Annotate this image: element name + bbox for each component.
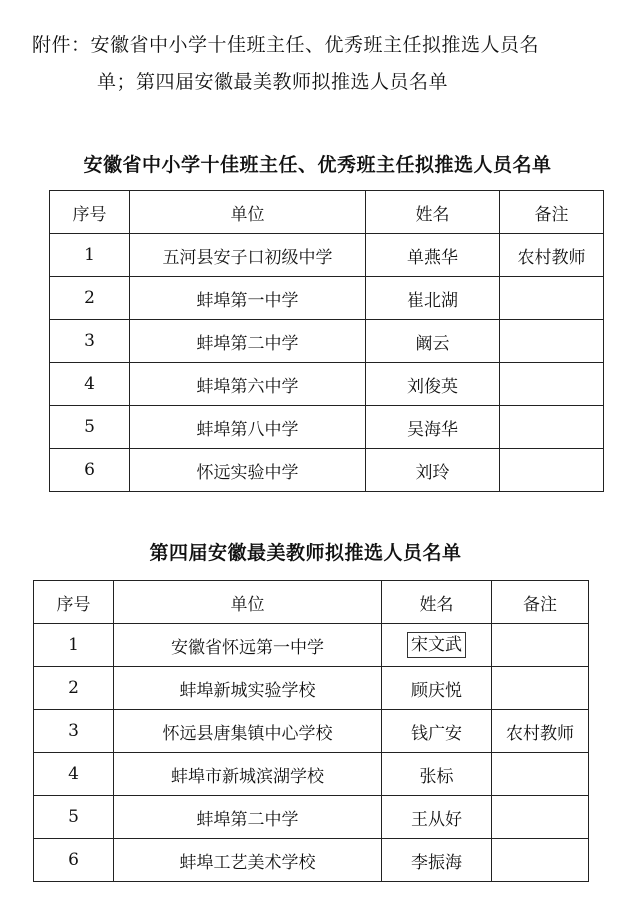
cell-note xyxy=(492,667,589,710)
cell-unit: 蚌埠第二中学 xyxy=(114,796,382,839)
table-row xyxy=(50,277,604,320)
class-teacher-table xyxy=(49,190,604,492)
header-unit: 单位 xyxy=(114,581,382,624)
header-note: 备注 xyxy=(492,581,589,624)
table-row xyxy=(50,320,604,363)
table-row xyxy=(34,624,589,667)
cell-unit: 蚌埠第六中学 xyxy=(130,363,366,406)
cell-unit: 怀远县唐集镇中心学校 xyxy=(114,710,382,753)
cell-unit: 蚌埠第二中学 xyxy=(130,320,366,363)
cell-unit: 蚌埠第八中学 xyxy=(130,406,366,449)
cell-unit: 蚌埠新城实验学校 xyxy=(114,667,382,710)
table-row xyxy=(34,839,589,882)
cell-no: 6 xyxy=(34,839,114,882)
cell-note xyxy=(500,449,604,492)
cell-unit: 安徽省怀远第一中学 xyxy=(114,624,382,667)
best-teacher-table xyxy=(33,580,589,882)
header-no: 序号 xyxy=(34,581,114,624)
table1-title: 安徽省中小学十佳班主任、优秀班主任拟推选人员名单 xyxy=(83,154,552,176)
cell-no: 3 xyxy=(50,320,130,363)
cell-note xyxy=(500,320,604,363)
cell-name: 张标 xyxy=(382,753,492,796)
cell-no: 6 xyxy=(50,449,130,492)
table-row xyxy=(34,796,589,839)
cell-no: 2 xyxy=(50,277,130,320)
cell-name: 阚云 xyxy=(366,320,500,363)
cell-unit: 五河县安子口初级中学 xyxy=(130,234,366,277)
attachment-note xyxy=(32,27,602,101)
cell-name: 吴海华 xyxy=(366,406,500,449)
table-row xyxy=(50,406,604,449)
attachment-line-2: 单；第四届安徽最美教师拟推选人员名单 xyxy=(97,71,449,93)
cell-note xyxy=(492,839,589,882)
cell-no: 2 xyxy=(34,667,114,710)
cell-no: 5 xyxy=(50,406,130,449)
table-row xyxy=(34,667,589,710)
table-header-row xyxy=(34,581,589,624)
cell-name: 崔北湖 xyxy=(366,277,500,320)
cell-unit: 怀远实验中学 xyxy=(130,449,366,492)
table-row xyxy=(50,363,604,406)
cell-no: 3 xyxy=(34,710,114,753)
cell-note xyxy=(500,363,604,406)
cell-name: 顾庆悦 xyxy=(382,667,492,710)
cell-name: 刘俊英 xyxy=(366,363,500,406)
cell-unit: 蚌埠工艺美术学校 xyxy=(114,839,382,882)
cell-name: 钱广安 xyxy=(382,710,492,753)
table2-title: 第四届安徽最美教师拟推选人员名单 xyxy=(149,542,462,564)
cell-name: 刘玲 xyxy=(366,449,500,492)
cell-name: 王从好 xyxy=(382,796,492,839)
table-row xyxy=(50,449,604,492)
cell-unit: 蚌埠市新城滨湖学校 xyxy=(114,753,382,796)
cell-note xyxy=(500,406,604,449)
cell-no: 1 xyxy=(34,624,114,667)
cell-no: 5 xyxy=(34,796,114,839)
cell-name: 李振海 xyxy=(382,839,492,882)
header-no: 序号 xyxy=(50,191,130,234)
cell-note xyxy=(500,277,604,320)
cell-unit: 蚌埠第一中学 xyxy=(130,277,366,320)
cell-no: 4 xyxy=(50,363,130,406)
cell-note xyxy=(492,796,589,839)
header-name: 姓名 xyxy=(366,191,500,234)
cell-no: 1 xyxy=(50,234,130,277)
cell-note xyxy=(492,753,589,796)
cell-note xyxy=(492,624,589,667)
highlighted-name: 宋文武 xyxy=(407,632,466,658)
cell-note: 农村教师 xyxy=(500,234,604,277)
header-name: 姓名 xyxy=(382,581,492,624)
table-row xyxy=(34,710,589,753)
cell-no: 4 xyxy=(34,753,114,796)
table-row xyxy=(50,234,604,277)
cell-name: 单燕华 xyxy=(366,234,500,277)
table-row xyxy=(34,753,589,796)
header-unit: 单位 xyxy=(130,191,366,234)
header-note: 备注 xyxy=(500,191,604,234)
attachment-line-1: 附件：安徽省中小学十佳班主任、优秀班主任拟推选人员名 xyxy=(32,34,540,56)
table-header-row xyxy=(50,191,604,234)
cell-note: 农村教师 xyxy=(492,710,589,753)
cell-name xyxy=(382,624,492,667)
